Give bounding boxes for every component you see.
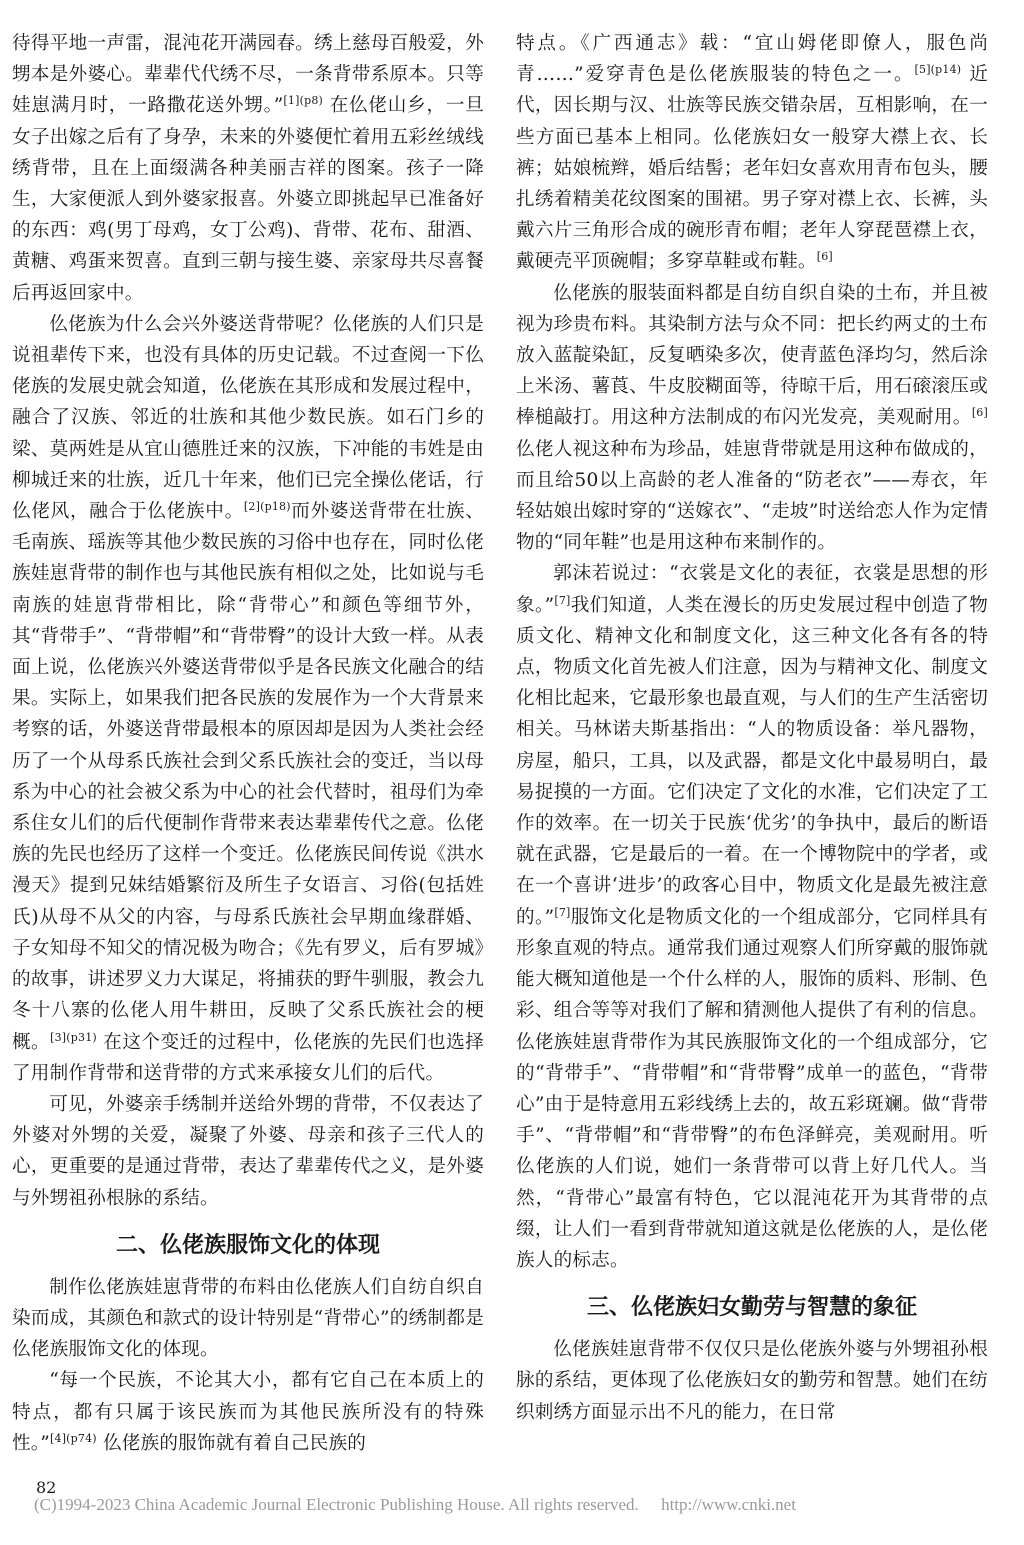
paragraph: 可见，外婆亲手绣制并送给外甥的背带，不仅表达了外婆对外甥的关爱，凝聚了外婆、母亲和孩子三代人的心，更重要的是通过背带，表达了辈辈传代之义，是外婆与外甥祖孙根脉的系结。	[12, 1093, 484, 1209]
paragraph: 仫佬族的服装面料都是自纺自织自染的土布，并且被视为珍贵布料。其染制方法与众不同：把长约两丈的土布放入蓝靛染缸，反复晒染多次，使青蓝色泽均匀，然后涂上米汤、薯莨、牛皮胶糊面等，待晾干后，用石磙滚压或棒槌敲打。用这种方法制成的布闪光发亮，美观耐用。[6]仫佬人视这种布为珍品，娃崽背带就是用这种布做成的，而且给50以上高龄的老人准备的“防老衣”——寿衣，年轻姑娘出嫁时穿的“送嫁衣”、“走坡”时送给恋人作为定情物的“同年鞋”也是用这种布来制作的。	[516, 282, 988, 554]
section-heading: 三、仫佬族妇女勤劳与智慧的象征	[586, 1295, 917, 1321]
right-column	[516, 28, 988, 1428]
copyright-notice: (C)1994-2023 China Academic Journal Electronic Publishing House. All rights reserved.	[34, 1495, 639, 1514]
citation: [5](p14)	[914, 63, 962, 77]
citation: [6]	[971, 406, 988, 420]
paragraph: 郭沫若说过：“衣裳是文化的表征，衣裳是思想的形象。”[7]我们知道，人类在漫长的历史发展过程中创造了物质文化、精神文化和制度文化，这三种文化各有各的特点，物质文化首先被人们注意，因为与精神文化、制度文化相比起来，它最形象也最直观，与人们的生产生活密切相关。马林诺夫斯基指出：“人的物质设备：举凡器物，房屋，船只，工具，以及武器，都是文化中最易明白，最易捉摸的一方面。它们决定了文化的水准，它们决定了工作的效率。在一切关于民族‘优劣’的争执中，最后的断语就在武器，它是最后的一着。在一个博物院中的学者，或在一个喜讲‘进步’的政客心目中，物质文化是最先被注意的。”[7]服饰文化是物质文化的一个组成部分，它同样具有形象直观的特点。通常我们通过观察人们所穿戴的服饰就能大概知道他是一个什么样的人，服饰的质料、形制、色彩、组合等等对我们了解和猜测他人提供了有利的信息。仫佬族娃崽背带作为其民族服饰文化的一个组成部分，它的“背带手”、“背带帽”和“背带臀”成单一的蓝色，“背带心”由于是特意用五彩线绣上去的，故五彩斑斓。做“背带手”、“背带帽”和“背带臀”的布色泽鲜亮，美观耐用。听仫佬族的人们说，她们一条背带可以背上好几代人。当然，“背带心”最富有特色，它以混沌花开为其背带的点缀，让人们一看到背带就知道这就是仫佬族的人，是仫佬族人的标志。	[516, 563, 988, 1271]
paragraph: 仫佬族为什么会兴外婆送背带呢？仫佬族的人们只是说祖辈传下来，也没有具体的历史记载。不过查阅一下仫佬族的发展史就会知道，仫佬族在其形成和发展过程中，融合了汉族、邻近的壮族和其他少数民族。如石门乡的梁、莫两姓是从宜山德胜迁来的汉族，下冲能的韦姓是由柳城迁来的壮族，近几十年来，他们已完全操仫佬话，行仫佬风，融合于仫佬族中。$^{[2](p18)}$而外婆送背带在壮族、毛南族、瑶族等其他少数民族的习俗中也存在，同时仫佬族娃崽背带的制作也与其他民族有相似之处，比如说与毛南族的娃崽背带相比，除“背带心”和颜色等细节外，其“背带手”、“背带帽”和“背带臀”的设计大致一样。从表面上说，仫佬族兴外婆送背带似乎是各民族文化融合的结果。实际上，如果我们把各民族的发展作为一个大背景来考察的话，外婆送背带最根本的原因却是因为人类社会经历了一个从母系氏族社会到父系氏族社会的变迁，当以母系为中心的社会被父系为中心的社会代替时，祖母们为牵系住女儿们的后代便制作背带来表达辈辈传代之意。仫佬族的先民也经历了这样一个变迁。仫佬族民间传说《洪水漫天》提到兄妹结婚繁衍及所生子女语言、习俗(包括姓氏)从母不从父的内容，与母系氏族社会早期血缘群婚、子女知母不知父的情况极为吻合；《先有罗义，后有罗城》的故事，讲述罗义力大谋足，将捕获的野牛驯服，教会九冬十八寨的仫佬人用牛耕田，反映了父系氏族社会的梗概。$^{[3](p31)}$ 在这个变迁的过程中，仫佬族的先民们也选择了用制作背带和送背带的方式来承接女儿们的后代。	[12, 313, 484, 1084]
paragraph: “每一个民族，不论其大小，都有它自己在本质上的特点，都有只属于该民族而为其他民族所没有的特殊性。”$^{[4](p74)}$ 仫佬族的服饰就有着自己民族的	[12, 1370, 484, 1454]
citation: [2](p18)	[243, 499, 291, 513]
citation: [6]	[816, 250, 833, 264]
paragraph: 待得平地一声雷，混沌花开满园春。绣上慈母百般爱，外甥本是外婆心。辈辈代代绣不尽，一条背带系原本。只等娃崽满月时，一路撒花送外甥。”$^{[1](p8)}$ 在仫佬山乡，一旦女子出嫁之后有了身孕，未来的外婆便忙着用五彩丝绒线绣背带，且在上面缀满各种美丽吉祥的图案。孩子一降生，大家便派人到外婆家报喜。外婆立即挑起早已准备好的东西：鸡(男丁母鸡，女丁公鸡)、背带、花布、甜酒、黄糖、鸡蛋来贺喜。直到三朝与接生婆、亲家母共尽喜餐后再返回家中。	[12, 33, 484, 304]
citation: [4](p74)	[50, 1431, 97, 1445]
citation: [7]	[554, 593, 571, 607]
page-number: 82	[36, 1478, 57, 1497]
footer-url[interactable]: http://www.cnki.net	[661, 1495, 796, 1514]
paragraph: 制作仫佬族娃崽背带的布料由仫佬族人们自纺自织自染而成，其颜色和款式的设计特别是“背带心”的绣制都是仫佬族服饰文化的体现。	[12, 1276, 484, 1361]
paragraph: 仫佬族娃崽背带不仅仅只是仫佬族外婆与外甥祖孙根脉的系结，更体现了仫佬族妇女的勤劳和智慧。她们在纺织刺绣方面显示出不凡的能力，在日常	[516, 1339, 988, 1423]
citation: [3](p31)	[50, 1030, 97, 1044]
left-column	[12, 28, 484, 1459]
citation: [1](p8)	[283, 94, 324, 108]
footer	[34, 1495, 994, 1515]
section-heading: 二、仫佬族服饰文化的体现	[115, 1232, 380, 1258]
paragraph: 特点。《广西通志》载：“宜山姆佬即僚人，服色尚青……”爱穿青色是仫佬族服装的特色之一。$^{[5](p14)}$ 近代，因长期与汉、壮族等民族交错杂居，互相影响，在一些方面已基本上相同。仫佬族妇女一般穿大襟上衣、长裤；姑娘梳辫，婚后结髻；老年妇女喜欢用青布包头，腰扎绣着精美花纹图案的围裙。男子穿对襟上衣、长裤，头戴六片三角形合成的碗形青布帽；老年人穿琵琶襟上衣，戴硬壳平顶碗帽；多穿草鞋或布鞋。[6]	[516, 33, 988, 273]
citation: [7]	[554, 905, 571, 919]
